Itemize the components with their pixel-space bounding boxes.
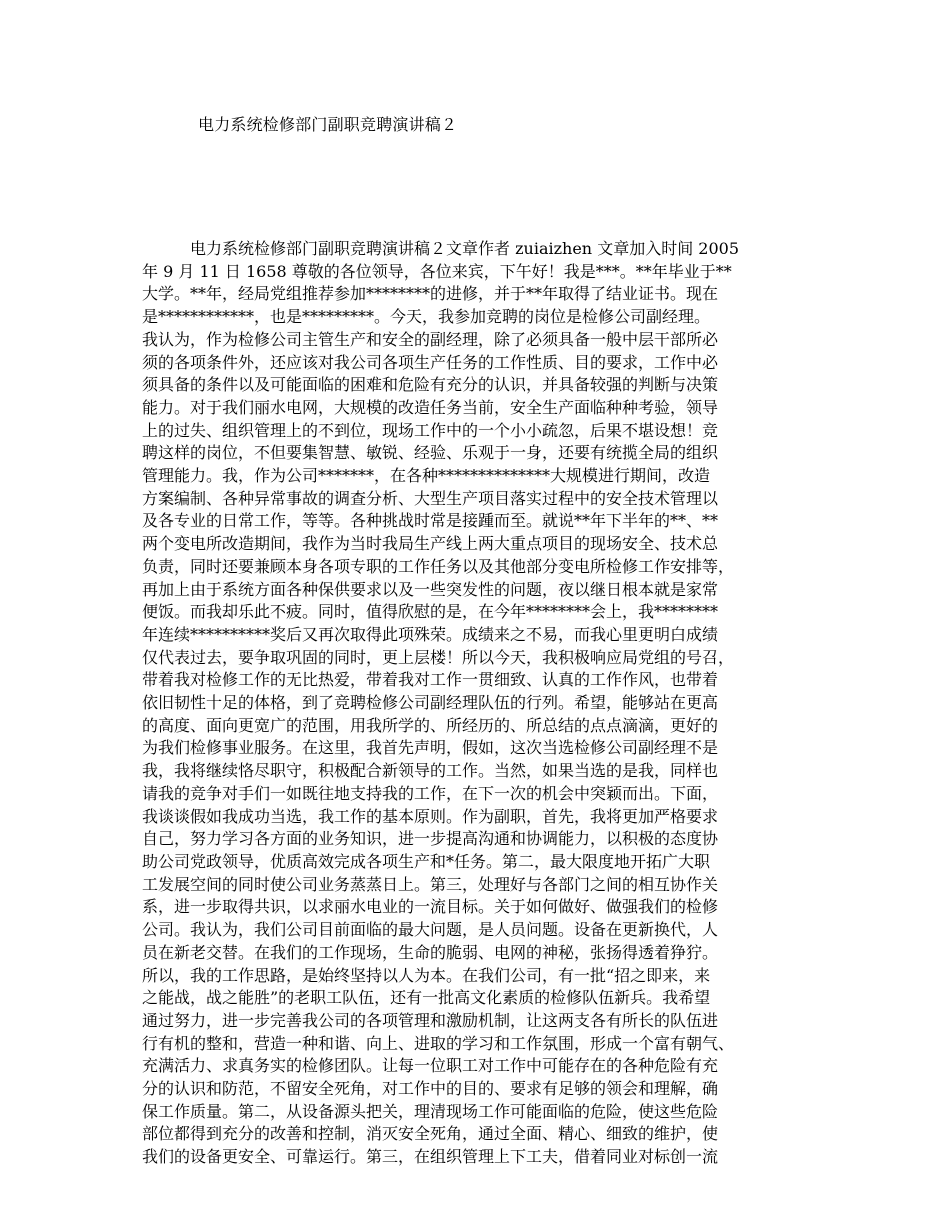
body-text-line: 年连续**********奖后又再次取得此项殊荣。成绩来之不易，而我心里更明白成绩 <box>142 624 719 644</box>
body-text-line: 所以，我的工作思路，是始终坚持以人为本。在我们公司，有一批“招之即来，来 <box>142 965 711 985</box>
body-text-line: 保工作质量。第二，从设备源头把关，理清现场工作可能面临的危险，使这些危险 <box>142 1101 719 1121</box>
body-text-line: 部位都得到充分的改善和控制，消灭安全死角，通过全面、精心、细致的维护，使 <box>142 1124 719 1144</box>
body-text-line: 能力。对于我们丽水电网，大规模的改造任务当前，安全生产面临种种考验，领导 <box>142 397 719 417</box>
body-text-line: 之能战，战之能胜”的老职工队伍，还有一批高文化素质的检修队伍新兵。我希望 <box>142 988 711 1008</box>
body-text-line: 负责，同时还要兼顾本身各项专职的工作任务以及其他部分变电所检修工作安排等， <box>142 556 735 576</box>
body-text-line: 我们的设备更安全、可靠运行。第三，在组织管理上下工夫，借着同业对标创一流 <box>142 1147 719 1167</box>
body-text-line: 通过努力，进一步完善我公司的各项管理和激励机制，让这两支各有所长的队伍进 <box>142 1010 719 1030</box>
body-text-line: 及各专业的日常工作，等等。各种挑战时常是接踵而至。就说**年下半年的**、** <box>142 511 719 531</box>
body-text-line: 请我的竞争对手们一如既往地支持我的工作，在下一次的机会中突颖而出。下面， <box>142 783 719 803</box>
body-text-line: 公司。我认为，我们公司目前面临的最大问题，是人员问题。设备在更新换代，人 <box>142 920 719 940</box>
body-text-line: 年 9 月 11 日 1658 尊敬的各位领导，各位来宾，下午好！我是***。**年毕业于** <box>142 261 732 281</box>
body-text-line: 的高度、面向更宽广的范围，用我所学的、所经历的、所总结的点点滴滴，更好的 <box>142 715 719 735</box>
body-text-line: 大学。**年，经局党组推荐参加********的进修，并于**年取得了结业证书。现在 <box>142 284 719 304</box>
body-text-line: 须具备的条件以及可能面临的困难和危险有充分的认识，并具备较强的判断与决策 <box>142 375 719 395</box>
body-text-line: 充满活力、求真务实的检修团队。让每一位职工对工作中可能存在的各种危险有充 <box>142 1056 719 1076</box>
document-body <box>142 238 832 1169</box>
body-text-line: 电力系统检修部门副职竞聘演讲稿２文章作者 zuiaizhen 文章加入时间 2005 <box>190 239 739 258</box>
body-text-line: 助公司党政领导，优质高效完成各项生产和*任务。第二，最大限度地开拓广大职 <box>142 851 711 871</box>
body-text-line: 仅代表过去，要争取巩固的同时，更上层楼！所以今天，我积极响应局党组的号召， <box>142 647 735 667</box>
body-text-line: 依旧韧性十足的体格，到了竞聘检修公司副经理队伍的行列。希望，能够站在更高 <box>142 693 719 713</box>
body-text-line: 我谈谈假如我成功当选，我工作的基本原则。作为副职，首先，我将更加严格要求 <box>142 806 719 826</box>
body-text-line: 带着我对检修工作的无比热爱，带着我对工作一贯细致、认真的工作作风，也带着 <box>142 670 719 690</box>
body-text-line: 我，我将继续恪尽职守，积极配合新领导的工作。当然，如果当选的是我，同样也 <box>142 761 719 781</box>
body-text-line: 行有机的整和，营造一种和谐、向上、进取的学习和工作氛围，形成一个富有朝气、 <box>142 1033 735 1053</box>
body-text-line: 方案编制、各种异常事故的调查分析、大型生产项目落实过程中的安全技术管理以 <box>142 488 719 508</box>
body-text-line: 管理能力。我，作为公司*******，在各种**************大规模进行期间，改造 <box>142 466 711 486</box>
body-text-line: 聘这样的岗位，不但要集智慧、敏锐、经验、乐观于一身，还要有统揽全局的组织 <box>142 443 719 463</box>
body-text-line: 须的各项条件外，还应该对我公司各项生产任务的工作性质、目的要求，工作中必 <box>142 352 719 372</box>
body-text-line: 两个变电所改造期间，我作为当时我局生产线上两大重点项目的现场安全、技术总 <box>142 534 719 554</box>
body-text-line: 上的过失、组织管理上的不到位，现场工作中的一个小小疏忽，后果不堪设想！竞 <box>142 420 719 440</box>
body-text-line: 分的认识和防范，不留安全死角，对工作中的目的、要求有足够的领会和理解，确 <box>142 1079 719 1099</box>
body-text-line: 便饭。而我却乐此不疲。同时，值得欣慰的是，在今年********会上，我******** <box>142 602 719 622</box>
body-text-line: 自己，努力学习各方面的业务知识，进一步提高沟通和协调能力，以积极的态度协 <box>142 829 719 849</box>
body-text-line: 我认为，作为检修公司主管生产和安全的副经理，除了必须具备一般中层干部所必 <box>142 329 719 349</box>
body-text-line: 再加上由于系统方面各种保供要求以及一些突发性的问题，夜以继日根本就是家常 <box>142 579 719 599</box>
body-text-line: 员在新老交替。在我们的工作现场，生命的脆弱、电网的神秘，张扬得透着狰狞。 <box>142 942 719 962</box>
body-text-line: 是************，也是*********。今天，我参加竞聘的岗位是检修公司副经理。 <box>142 307 711 327</box>
body-text-line: 为我们检修事业服务。在这里，我首先声明，假如，这次当选检修公司副经理不是 <box>142 738 719 758</box>
document-title: 电力系统检修部门副职竞聘演讲稿２ <box>198 115 458 134</box>
body-text-line: 工发展空间的同时使公司业务蒸蒸日上。第三，处理好与各部门之间的相互协作关 <box>142 874 719 894</box>
body-text-line: 系，进一步取得共识，以求丽水电业的一流目标。关于如何做好、做强我们的检修 <box>142 897 719 917</box>
